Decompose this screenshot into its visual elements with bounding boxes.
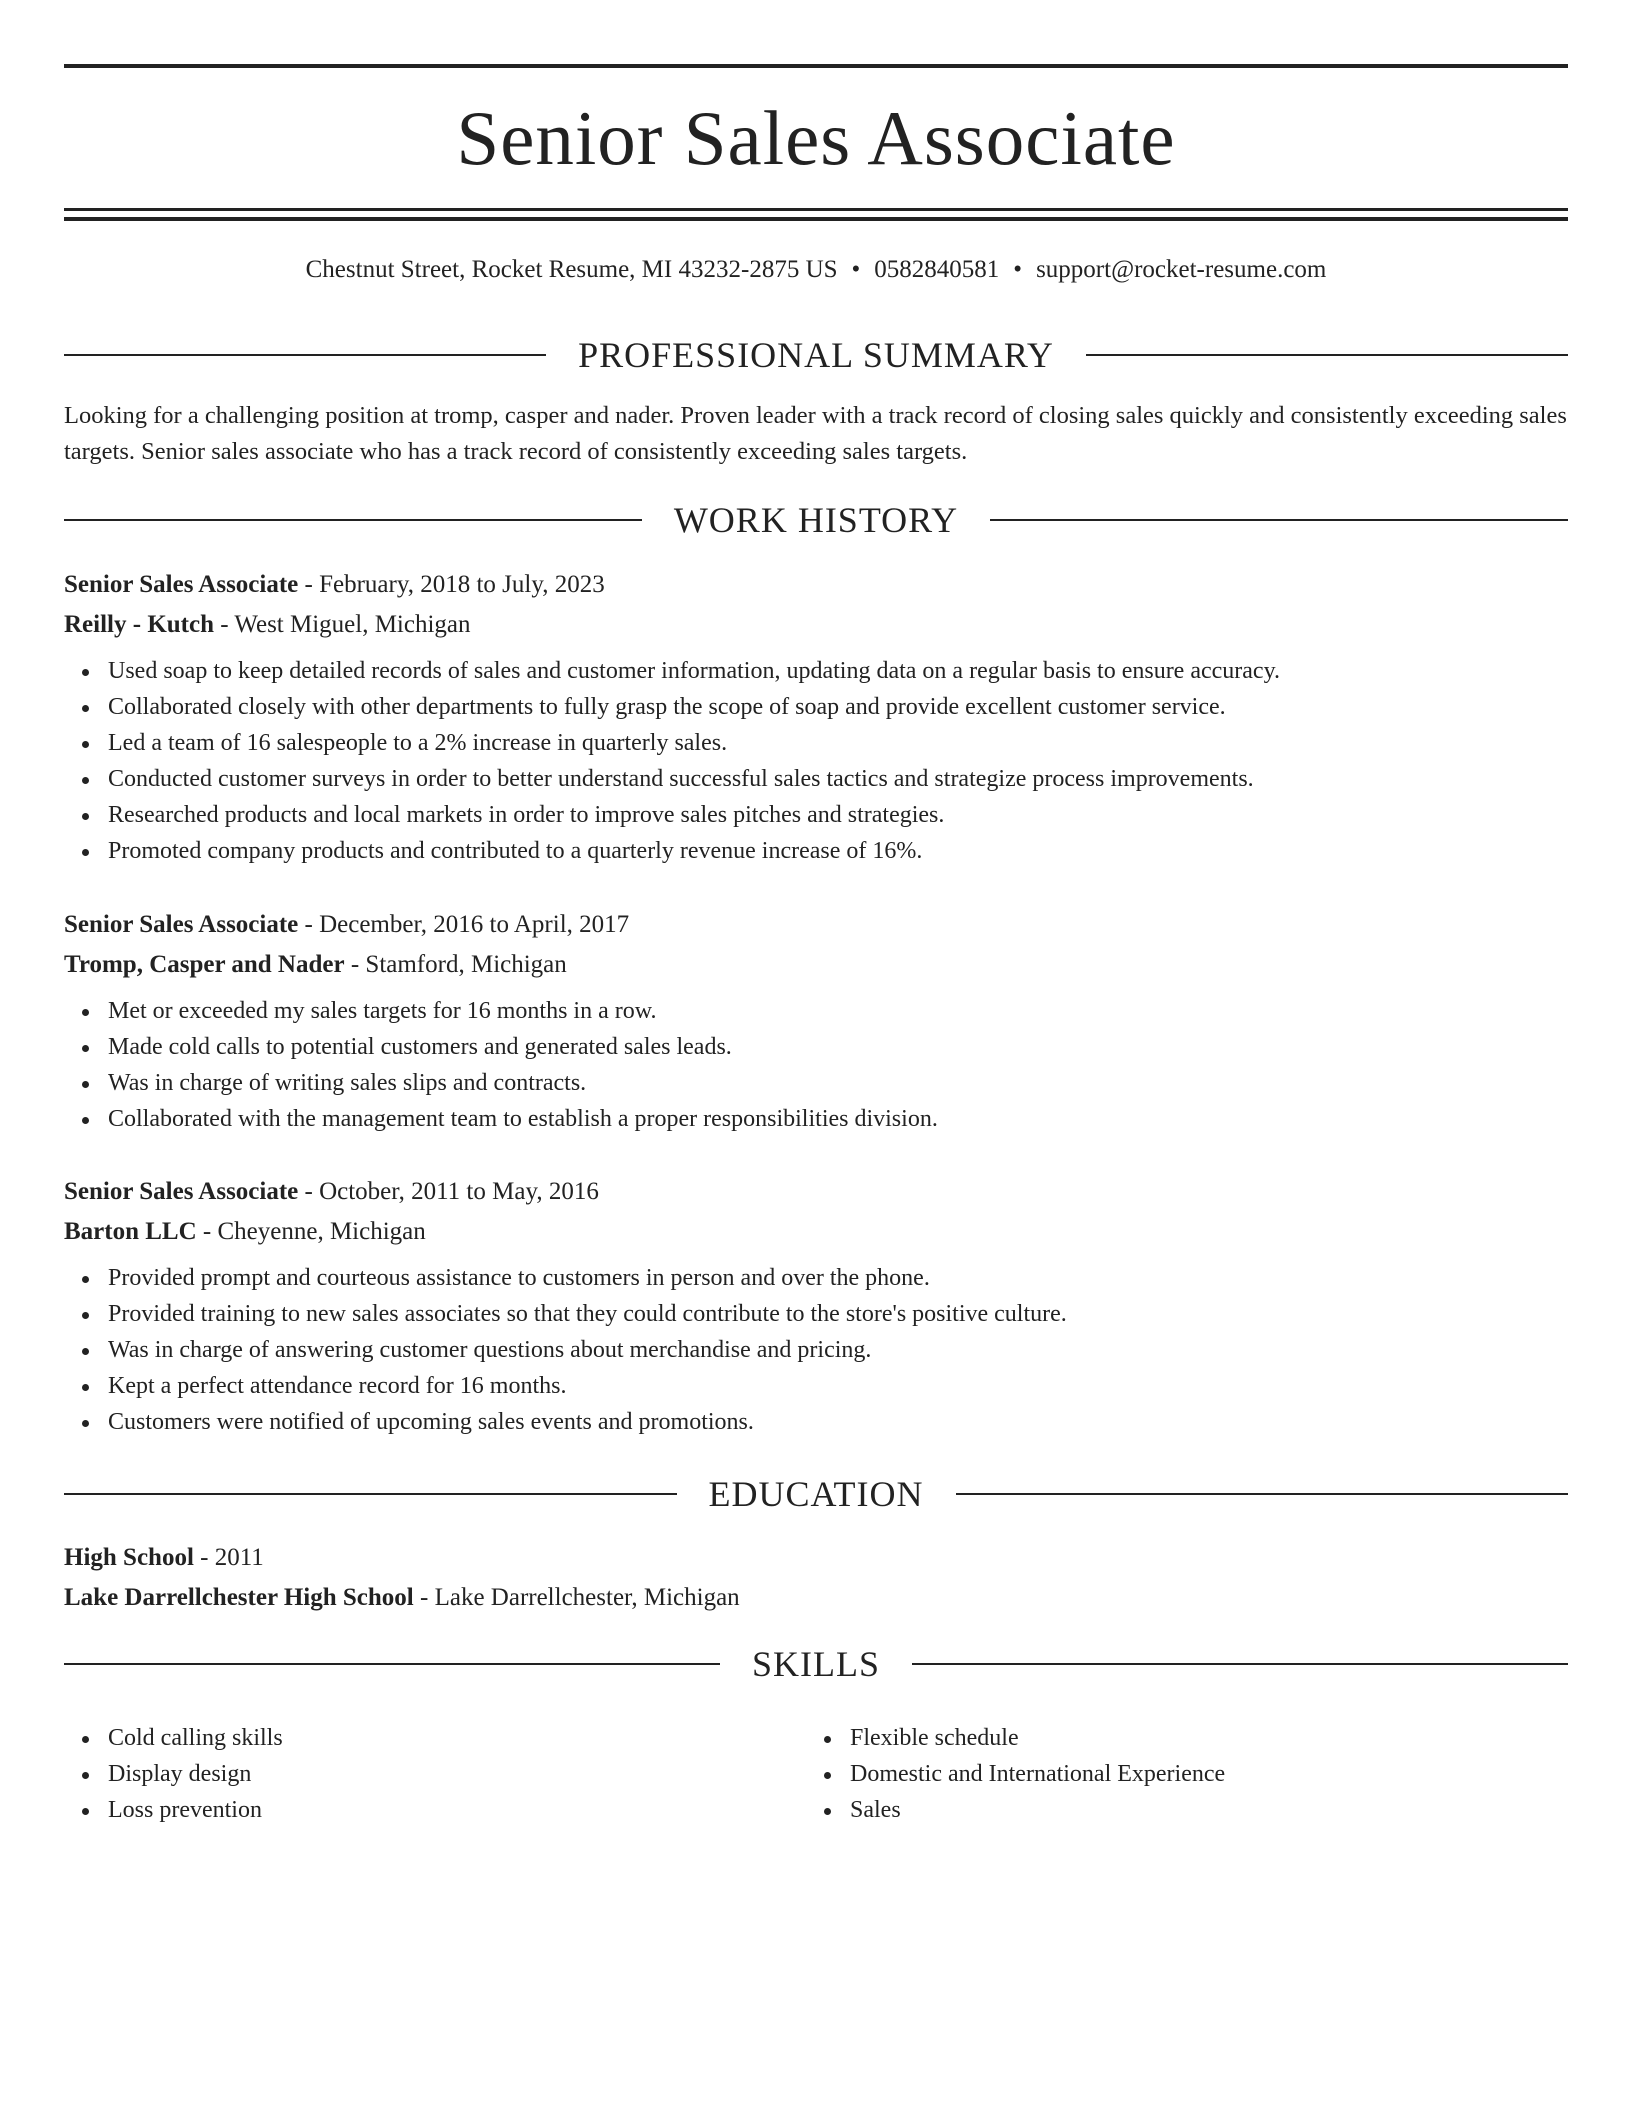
list-item: Was in charge of answering customer questions about merchandise and pricing.	[108, 1332, 1568, 1368]
list-item: Made cold calls to potential customers and generated sales leads.	[108, 1029, 1568, 1065]
list-item: Kept a perfect attendance record for 16 months.	[108, 1368, 1568, 1404]
skill-item: Sales	[850, 1792, 1548, 1828]
job-title: Senior Sales Associate	[64, 911, 299, 938]
contact-line	[64, 252, 1568, 288]
resume-name: Senior Sales Associate	[456, 95, 1176, 181]
double-rule	[64, 208, 1568, 221]
job-location: - West Miguel, Michigan	[214, 611, 471, 638]
summary-text: Looking for a challenging position at tromp, casper and nader. Proven leader with a track record of closing sales quickly and consistently exceeding sales targets. Senior sales associate who has a track record of consistently exceeding sales targets.	[64, 402, 1567, 465]
heading-rule	[64, 1493, 677, 1495]
list-item: Collaborated with the management team to establish a proper responsibilities division.	[108, 1101, 1568, 1137]
list-item: Researched products and local markets in order to improve sales pitches and strategies.	[108, 797, 1568, 833]
job-entry	[64, 1172, 1568, 1440]
heading-rule	[64, 354, 546, 356]
company-name: Tromp, Casper and Nader	[64, 951, 345, 978]
skill-item: Display design	[108, 1756, 806, 1792]
heading-rule	[912, 1663, 1568, 1665]
list-item: Promoted company products and contributed to a quarterly revenue increase of 16%.	[108, 833, 1568, 869]
email: support@rocket-resume.com	[1036, 256, 1327, 283]
job-location: - Stamford, Michigan	[344, 951, 567, 978]
company-name: Barton LLC	[64, 1218, 197, 1245]
job-dates: - October, 2011 to May, 2016	[298, 1178, 599, 1205]
section-title: EDUCATION	[708, 1474, 924, 1514]
top-rule	[64, 64, 1568, 68]
work-history-heading	[64, 498, 1568, 542]
skill-item: Flexible schedule	[850, 1720, 1548, 1756]
list-item: Conducted customer surveys in order to better understand successful sales tactics and strategize process improvements.	[108, 761, 1568, 797]
list-item: Was in charge of writing sales slips and contracts.	[108, 1065, 1568, 1101]
skills-heading	[64, 1642, 1568, 1686]
job-dates: - February, 2018 to July, 2023	[298, 571, 605, 598]
school-name: Lake Darrellchester High School	[64, 1584, 414, 1611]
job-dates: - December, 2016 to April, 2017	[298, 911, 630, 938]
contact-separator: •	[1013, 256, 1023, 283]
job-entry	[64, 565, 1568, 869]
company-name: Reilly - Kutch	[64, 611, 214, 638]
job-title: Senior Sales Associate	[64, 571, 299, 598]
list-item: Met or exceeded my sales targets for 16 months in a row.	[108, 993, 1568, 1029]
address: Chestnut Street, Rocket Resume, MI 43232-2875 US	[305, 256, 838, 283]
heading-rule	[64, 519, 642, 521]
education-heading	[64, 1472, 1568, 1516]
phone: 0582840581	[874, 256, 1000, 283]
job-bullets	[64, 1260, 1568, 1440]
list-item: Collaborated closely with other departments to fully grasp the scope of soap and provide excellent customer service.	[108, 689, 1568, 725]
skill-item: Cold calling skills	[108, 1720, 806, 1756]
list-item: Provided training to new sales associates so that they could contribute to the store's positive culture.	[108, 1296, 1568, 1332]
list-item: Led a team of 16 salespeople to a 2% increase in quarterly sales.	[108, 725, 1568, 761]
job-location: - Cheyenne, Michigan	[196, 1218, 426, 1245]
skill-item: Domestic and International Experience	[850, 1756, 1548, 1792]
job-bullets	[64, 993, 1568, 1137]
skills-list	[64, 1720, 1568, 1828]
list-item: Customers were notified of upcoming sales events and promotions.	[108, 1404, 1568, 1440]
school-location: - Lake Darrellchester, Michigan	[413, 1584, 740, 1611]
list-item: Provided prompt and courteous assistance to customers in person and over the phone.	[108, 1260, 1568, 1296]
section-title: SKILLS	[752, 1644, 881, 1684]
heading-rule	[1086, 354, 1568, 356]
summary-heading	[64, 333, 1568, 377]
contact-separator: •	[851, 256, 861, 283]
heading-rule	[64, 1663, 720, 1665]
heading-rule	[956, 1493, 1569, 1495]
graduation-year: - 2011	[193, 1544, 264, 1571]
job-entry	[64, 905, 1568, 1137]
heading-rule	[990, 519, 1568, 521]
degree: High School	[64, 1544, 194, 1571]
skills-column-left	[64, 1720, 806, 1828]
section-title: WORK HISTORY	[673, 500, 959, 540]
job-title: Senior Sales Associate	[64, 1178, 299, 1205]
education-entry	[64, 1538, 1568, 1618]
section-title: PROFESSIONAL SUMMARY	[578, 335, 1054, 375]
list-item: Used soap to keep detailed records of sales and customer information, updating data on a regular basis to ensure accuracy.	[108, 653, 1568, 689]
skills-column-right	[806, 1720, 1548, 1828]
skill-item: Loss prevention	[108, 1792, 806, 1828]
job-bullets	[64, 653, 1568, 869]
